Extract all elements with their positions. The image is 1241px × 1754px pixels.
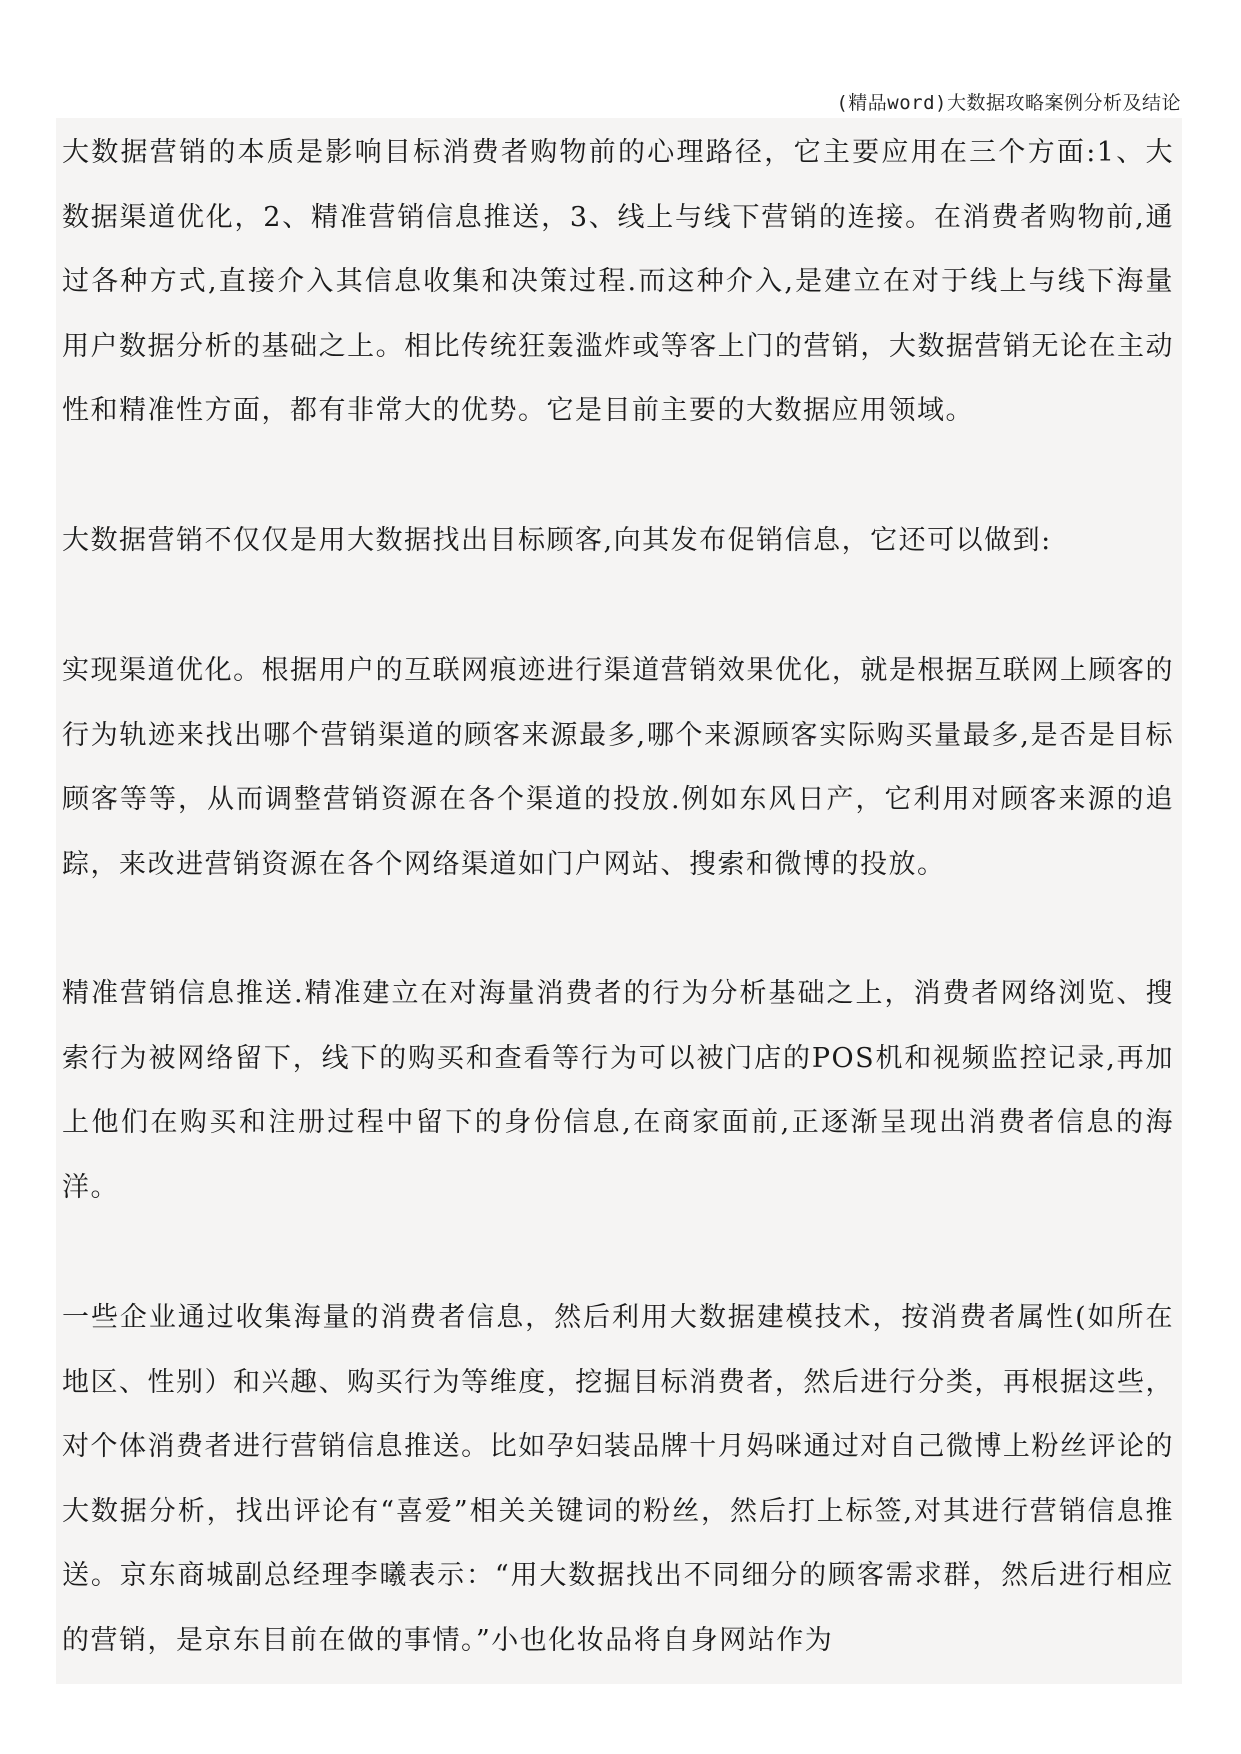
paragraph-enterprise-cases: 一些企业通过收集海量的消费者信息，然后利用大数据建模技术，按消费者属性(如所在地区、性别）和兴趣、购买行为等维度，挖掘目标消费者，然后进行分类，再根据这些，对个体消费者进行营销信息推送。比如孕妇装品牌十月妈咪通过对自己微博上粉丝评论的大数据分析，找出评论有“喜爱”相关关键词的粉丝，然后打上标签,对其进行营销信息推送。京东商城副总经理李曦表示：“用大数据找出不同细分的顾客需求群，然后进行相应的营销，是京东目前在做的事情。”小也化妆品将自身网站作为 <box>62 1302 1174 1656</box>
paragraph-precision-push: 精准营销信息推送.精准建立在对海量消费者的行为分析基础之上，消费者网络浏览、搜索行为被网络留下，线下的购买和查看等行为可以被门店的POS机和视频监控记录,再加上他们在购买和注册过程中留下的身份信息,在商家面前,正逐渐呈现出消费者信息的海洋。 <box>62 978 1174 1203</box>
paragraph-intro: 大数据营销的本质是影响目标消费者购物前的心理路径，它主要应用在三个方面:1、大数据渠道优化，2、精准营销信息推送，3、线上与线下营销的连接。在消费者购物前,通过各种方式,直接介入其信息收集和决策过程.而这种介入,是建立在对于线上与线下海量用户数据分析的基础之上。相比传统狂轰滥炸或等客上门的营销，大数据营销无论在主动性和精准性方面，都有非常大的优势。它是目前主要的大数据应用领域。 <box>62 137 1174 426</box>
document-body <box>56 118 1182 1684</box>
paragraph-channel-optimization: 实现渠道优化。根据用户的互联网痕迹进行渠道营销效果优化，就是根据互联网上顾客的行为轨迹来找出哪个营销渠道的顾客来源最多,哪个来源顾客实际购买量最多,是否是目标顾客等等，从而调整营销资源在各个渠道的投放.例如东风日产，它利用对顾客来源的追踪，来改进营销资源在各个网络渠道如门户网站、搜索和微博的投放。 <box>62 655 1174 880</box>
paragraph-overview: 大数据营销不仅仅是用大数据找出目标顾客,向其发布促销信息，它还可以做到: <box>62 525 1052 556</box>
document-header: (精品word)大数据攻略案例分析及结论 <box>836 92 1181 114</box>
